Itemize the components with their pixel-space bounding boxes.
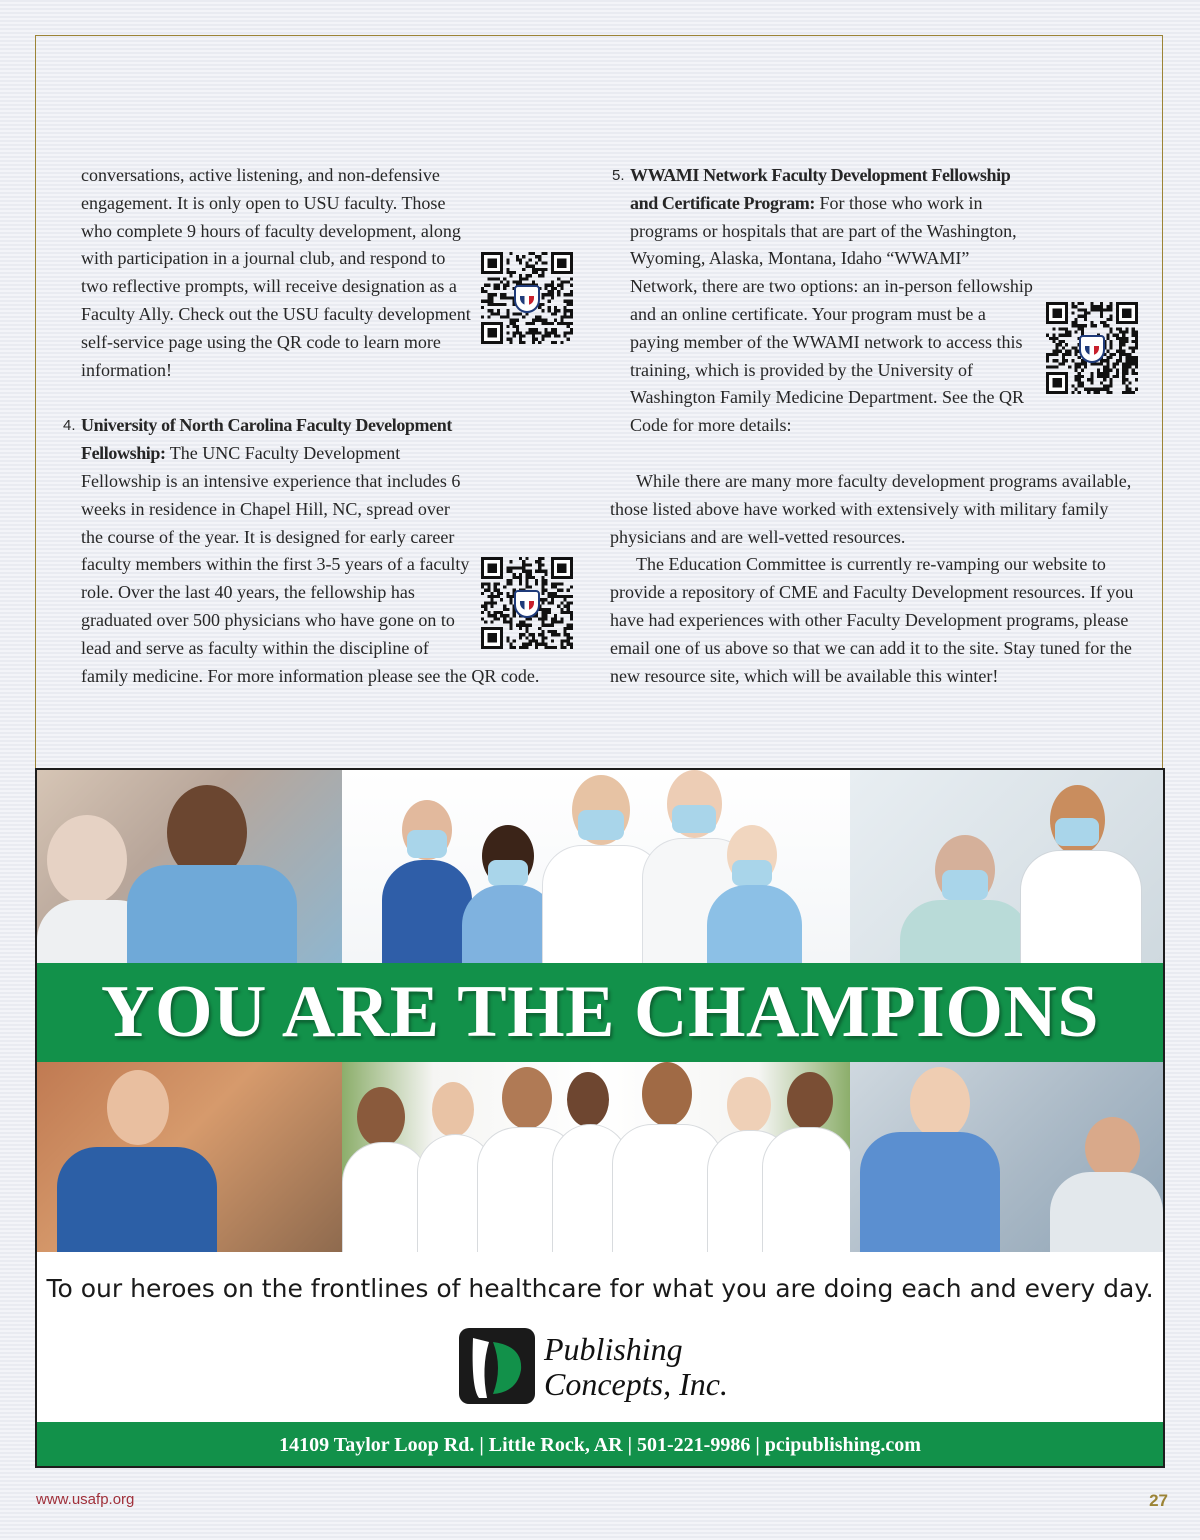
item-body: For those who work in programs or hospitals that are part of the Washington, Wyoming, Alaska, Montana, Idaho “WWAMI” Network, there are two options: an in-person fellowship and an online certificate. Your program must be a paying member of the WWAMI network to access this training, which is provided by the University of Washington Family Medicine Department. See the QR Code for more details: [630, 192, 1033, 436]
photo-nurse-with-patient [37, 770, 342, 963]
item-number: 4. [63, 417, 76, 435]
logo-line2: Concepts, Inc. [544, 1366, 728, 1402]
photo-masked-team [342, 770, 850, 963]
usafp-badge-icon [514, 285, 540, 313]
qr-code-unc[interactable] [481, 557, 573, 649]
headline: YOU ARE THE CHAMPIONS [101, 971, 1099, 1053]
page-number: 27 [1149, 1491, 1168, 1510]
list-item-wwami [610, 162, 1138, 440]
qr-code-wwami[interactable] [1046, 302, 1138, 394]
item-title: University of North Carolina Faculty Development Fellowship: [81, 415, 452, 464]
list-item-unc [61, 412, 573, 690]
usu-continued-text: conversations, active listening, and non-defensive engagement. It is only open to USU faculty. Those who complete 9 hours of faculty development, along with participation in a journal club, and respond to two reflective prompts, will receive designation as a Faculty Ally. Check out the USU faculty development self-service page using the QR code to learn more information! [81, 165, 471, 380]
photo-doctor-with-patient [850, 770, 1163, 963]
item-number: 5. [612, 167, 625, 184]
qr-code-usu[interactable] [481, 252, 573, 344]
photo-row-top [37, 770, 1163, 963]
body-paragraph: The Education Committee is currently re-vamping our website to provide a repository of CME and Faculty Development resources. If you have had experiences with other Faculty Development programs, please email one of us above so that we can add it to the site. Stay tuned for the new resource site, which will be available this winter! [610, 554, 1134, 686]
photo-male-nurse [37, 1062, 342, 1252]
website-link[interactable]: www.usafp.org [36, 1491, 135, 1508]
pci-logo-icon [459, 1328, 535, 1404]
usafp-badge-icon [1079, 335, 1105, 363]
left-column [61, 162, 573, 690]
photo-doctor-group [342, 1062, 850, 1252]
headline-banner [37, 963, 1163, 1062]
publishing-concepts-logo[interactable] [459, 1328, 759, 1408]
item-body: The UNC Faculty Development Fellowship is an intensive experience that includes 6 weeks in residence in Chapel Hill, NC, spread over the course of the year. It is designed for early career faculty members within the first 3-5 years of a faculty role. Over the last 40 years, the fellowship has graduated over 500 physicians who have gone on to lead and serve as faculty within the discipline of family medicine. For more information please see the QR code. [81, 443, 540, 686]
photo-nurse-with-patient-2 [850, 1062, 1163, 1252]
logo-line1: Publishing [544, 1331, 683, 1367]
right-column [610, 162, 1138, 690]
contact-info: 14109 Taylor Loop Rd. | Little Rock, AR | 501-221-9986 | pcipublishing.com [279, 1433, 921, 1456]
item-title: WWAMI Network Faculty Development Fellowship and Certificate Program: [630, 165, 1011, 213]
body-paragraph: While there are many more faculty development programs available, those listed above have worked with extensively with military family physicians and are well-vetted resources. [610, 470, 1132, 547]
ad-tagline: To our heroes on the frontlines of healthcare for what you are doing each and every day. [46, 1274, 1154, 1303]
usafp-badge-icon [514, 590, 540, 618]
photo-row-bottom [37, 1062, 1163, 1252]
contact-bar [37, 1422, 1163, 1468]
advertisement [35, 768, 1165, 1468]
